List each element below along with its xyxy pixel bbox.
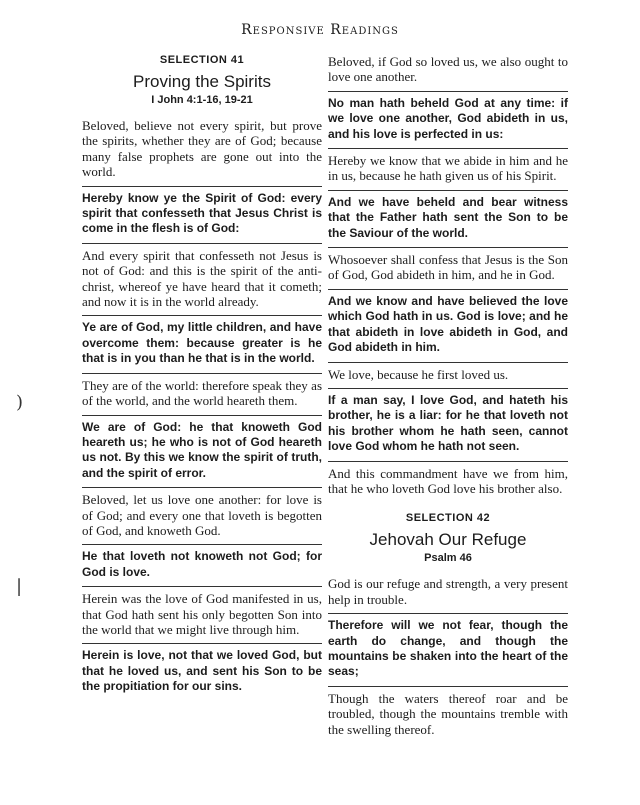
congregation-verse: Therefore will we not fear, though the earth do change, and though the mountains be shaken into the heart of the seas;: [328, 614, 568, 687]
congregation-verse: He that loveth not knoweth not God; for God is love.: [82, 545, 322, 587]
congregation-verse: Herein is love, not that we loved God, but that he loved us, and sent his Son to be the propitiation for our sins.: [82, 648, 322, 694]
congregation-verse: And we have beheld and bear witness that the Father hath sent the Son to be the Saviour of the world.: [328, 191, 568, 248]
page-header: Responsive Readings: [241, 22, 399, 38]
leader-verse: And every spirit that confesseth not Jesus is not of God: and this is the spirit of the anti-christ, whereof ye have heard that it cometh; and now it is in the world already.: [82, 244, 322, 317]
left-column: [82, 50, 322, 701]
congregation-verse: We are of God: he that knoweth God heareth us; he who is not of God heareth us not. By this we know the spirit of truth, and the spirit of error.: [82, 416, 322, 489]
selection-label: SELECTION 41: [159, 54, 245, 66]
scripture-reference: I John 4:1-16, 19-21: [151, 94, 253, 106]
leader-verse: Whosoever shall confess that Jesus is the Son of God, God abideth in him, and he in God.: [328, 248, 568, 290]
leader-verse: We love, because he first loved us.: [328, 363, 568, 389]
congregation-verse: No man hath beheld God at any time: if we love one another, God abideth in us, and his love is perfected in us:: [328, 92, 568, 149]
leader-verse: God is our refuge and strength, a very present help in trouble.: [328, 572, 568, 614]
leader-verse: Beloved, if God so loved us, we also ought to love one another.: [328, 50, 568, 92]
leader-verse: They are of the world: therefore speak they as of the world, and the world heareth them.: [82, 374, 322, 416]
leader-verse: Beloved, believe not every spirit, but prove the spirits, whether they are of God; because many false prophets are gone out into the world.: [82, 114, 322, 187]
margin-mark: |: [16, 576, 23, 597]
leader-verse: Beloved, let us love one another: for love is of God; and every one that loveth is begotten of God, and knoweth God.: [82, 488, 322, 545]
leader-verse: And this commandment have we from him, that he who loveth God love his brother also.: [328, 465, 568, 496]
leader-verse: Hereby we know that we abide in him and he in us, because he hath given us of his Spirit.: [328, 149, 568, 191]
leader-verse: Herein was the love of God manifested in us, that God hath sent his only begotten Son into the world that we might live through him.: [82, 587, 322, 644]
congregation-verse: Ye are of God, my little children, and have overcome them: because greater is he that is in you than he that is in the world.: [82, 316, 322, 373]
scripture-reference: Psalm 46: [424, 552, 472, 565]
leader-verse: Though the waters thereof roar and be troubled, though the mountains tremble with the swelling thereof.: [328, 690, 568, 737]
congregation-verse: And we know and have believed the love which God hath in us. God is love; and he that abideth in love abideth in God, and God abideth in him.: [328, 290, 568, 363]
right-column: [328, 50, 568, 743]
reading-title: Proving the Spirits: [133, 72, 271, 91]
congregation-verse: If a man say, I love God, and hateth his brother, he is a liar: for he that loveth not his brother whom he hath seen, cannot love God whom he hath not seen.: [328, 389, 568, 462]
congregation-verse: Hereby know ye the Spirit of God: every spirit that confesseth that Jesus Christ is come in the flesh is of God:: [82, 187, 322, 244]
reading-title: Jehovah Our Refuge: [369, 530, 527, 550]
margin-mark: ): [16, 392, 24, 413]
selection-label: SELECTION 42: [405, 512, 491, 525]
